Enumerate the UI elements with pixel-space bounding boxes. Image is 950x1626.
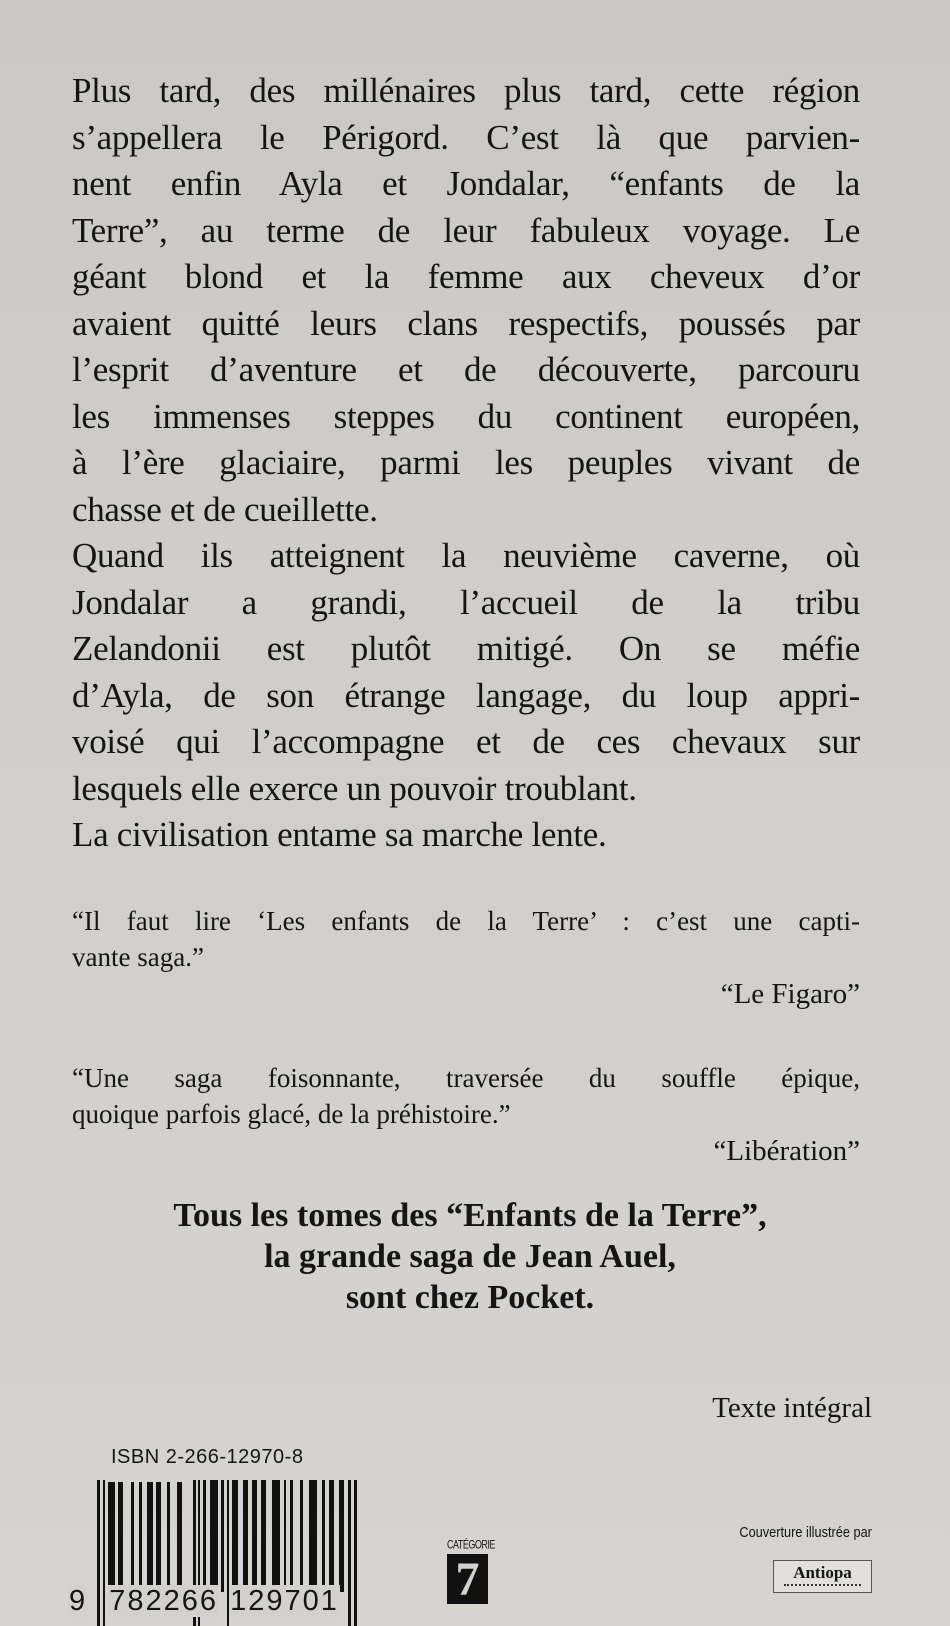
summary-line: chasse et de cueillette.	[72, 489, 378, 529]
quote-line: quoique parfois glacé, de la préhistoire.”	[72, 1099, 511, 1129]
summary-line: Zelandonii est plutôt mitigé. On se méfie	[72, 629, 860, 668]
series-promo	[60, 1195, 880, 1318]
quote-line: “Il faut lire ‘Les enfants de la Terre’ : c’est une capti-	[72, 906, 860, 936]
barcode-left-group: 782266	[109, 1585, 219, 1617]
summary-line: lesquels elle exerce un pouvoir troublant.	[72, 768, 637, 808]
barcode-right-group: 129701	[230, 1585, 339, 1617]
summary-line: Terre”, au terme de leur fabuleux voyage. Le	[72, 210, 860, 250]
price-category	[447, 1538, 497, 1604]
isbn-label: ISBN 2-266-12970-8	[111, 1446, 304, 1468]
quote-source: “Le Figaro”	[720, 978, 860, 1010]
illustrator-logo	[773, 1560, 872, 1593]
summary-line: Quand ils atteignent la neuvième caverne, où	[72, 536, 860, 575]
summary-line: Jondalar a grandi, l’accueil de la tribu	[72, 582, 860, 622]
logo-underline-icon	[784, 1584, 861, 1588]
press-quote-liberation	[72, 1060, 860, 1170]
quote-source: “Libération”	[713, 1135, 860, 1167]
summary-line: s’appellera le Périgord. C’est là que parvien-	[72, 117, 860, 157]
summary-line: nent enfin Ayla et Jondalar, “enfants de la	[72, 164, 860, 203]
summary-line: l’esprit d’aventure et de découverte, parcouru	[72, 350, 860, 389]
summary-line: Plus tard, des millénaires plus tard, cette région	[72, 71, 860, 110]
press-quote-figaro	[72, 903, 860, 1013]
promo-line: Tous les tomes des “Enfants de la Terre”,	[173, 1197, 767, 1234]
summary-text	[72, 68, 860, 859]
edition-note: Texte intégral	[712, 1392, 872, 1424]
promo-line: sont chez Pocket.	[345, 1279, 595, 1316]
promo-line: la grande saga de Jean Auel,	[264, 1238, 676, 1275]
summary-line: avaient quitté leurs clans respectifs, poussés par	[72, 303, 860, 343]
category-number: 7	[447, 1554, 488, 1604]
summary-line: les immenses steppes du continent européen,	[72, 396, 860, 436]
summary-line: voisé qui l’accompagne et de ces chevaux sur	[72, 722, 860, 761]
quote-line: “Une saga foisonnante, traversée du souffle épique,	[72, 1063, 860, 1093]
summary-line: géant blond et la femme aux cheveux d’or	[72, 257, 860, 296]
summary-line: à l’ère glaciaire, parmi les peuples vivant de	[72, 443, 860, 482]
barcode-digits	[68, 1585, 340, 1618]
category-label: CATÉGORIE	[447, 1538, 495, 1551]
summary-line: d’Ayla, de son étrange langage, du loup appri-	[72, 675, 860, 715]
summary-line: La civilisation entame sa marche lente.	[72, 815, 607, 854]
barcode-lead-digit: 9	[69, 1585, 88, 1617]
cover-credit-label: Couverture illustrée par	[739, 1524, 872, 1541]
illustrator-name: Antiopa	[793, 1563, 852, 1582]
quote-line: vante saga.”	[72, 942, 204, 972]
